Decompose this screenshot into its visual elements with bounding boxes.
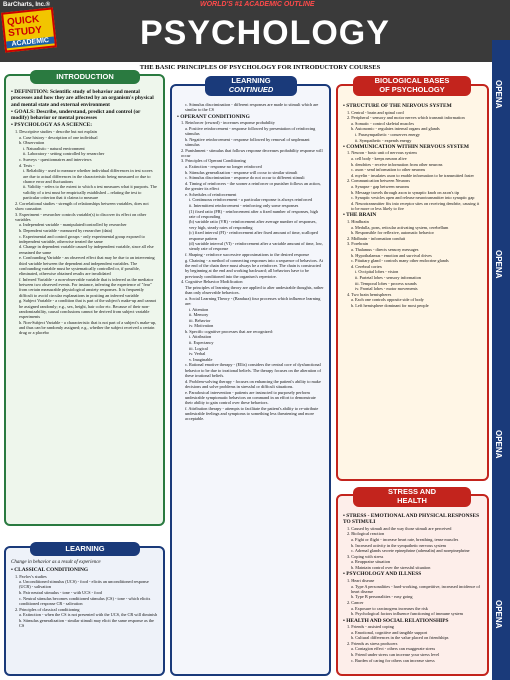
outline-line: a. Synapse - gap between neurons — [351, 184, 410, 190]
outline-line: c. Neutral stimulus becomes conditioned stimulus (CS) - tone - which elicits conditioned response CR - salivation — [19, 595, 151, 606]
quick-study-logo — [1, 7, 57, 52]
outline-line: 2. Peripheral - sensory and motor nerves which transmit information — [347, 115, 465, 121]
outline-line: 1. Pavlov's studies — [15, 573, 47, 579]
outline-line: a. cell body - keeps neuron alive — [351, 156, 407, 162]
outline-line: a. Contagion effect - others can exaggerate stress — [351, 646, 436, 652]
outline-line: a. Case history - description of one individual — [19, 134, 98, 140]
outline-line: 1. Reinforcer (reward) - increases response probability — [181, 120, 275, 126]
outline-line: d. myelin - insulates axon to enable information to be transmitted faster — [351, 172, 474, 178]
outline-line: 2. Communication between Neurons — [347, 178, 411, 184]
outline-line: i. Reliability - used to measure whether individual differences in test scores are due to actual differences in the characteristic being measured or due to chance error and fluctuations — [23, 168, 153, 184]
outline-line: c. Synaptic vesicles open and release neurotransmitter into synaptic gap — [351, 195, 475, 201]
outline-line: a. Somatic - control skeletal muscles — [351, 120, 415, 126]
outline-line: The principles of learning theory are applied to alter undesirable thoughts, rather than only observable behaviors. — [185, 284, 324, 296]
outline-line: d. Change in dependent variable caused by independent variable, since all else remained the same — [19, 244, 154, 255]
outline-line: ii. Laboratory - setting controlled by researcher — [23, 151, 105, 157]
outline-line: 2. Punishment - stimulus that follows response decreases probability response will occur — [181, 147, 323, 158]
outline-line: 1. Caused by stimuli and the way those stimuli are perceived — [347, 525, 452, 531]
outline-line: a. Fight or flight - increase heart rate, breathing, tense muscles — [351, 537, 459, 543]
outline-line: • THE BRAIN — [343, 212, 377, 219]
outline-line: a. Medulla, pons, reticular activating system, cerebellum — [351, 224, 449, 230]
outline-line: 1. Friends - assisted coping — [347, 624, 394, 630]
outline-line: • STRUCTURE OF THE NERVOUS SYSTEM — [343, 103, 452, 109]
publisher-name: BarCharts, Inc.® — [3, 2, 51, 8]
outline-line: (1) fixed ratio (FR) - reinforcement after a fixed number of responses, high rate of responding — [189, 208, 318, 219]
outline-line: g. Chaining - a method of connecting responses into a sequence of behaviors. At the end of the chain there must always be a reinforcer. The chain is constructed by beginning at the end and working backward; all behaviors have to be previously conditioned into the organism's repertoire. — [185, 257, 324, 279]
learning-continued-heading — [205, 76, 297, 96]
rail-label: OPENA — [494, 430, 503, 459]
heading-line: STRESS AND — [387, 487, 437, 496]
outline-line: b. Type B personalities - easy going — [351, 594, 413, 600]
outline-line: 2. Principles of classical conditioning — [15, 606, 80, 612]
rail-label: OPENA — [494, 80, 503, 109]
outline-line: b. Cultural differences in the value placed on friendships — [351, 635, 449, 641]
outline-line: a. Unconditioned stimulus (UCS) - food - elicits an unconditioned response (UCR) - salivation — [19, 579, 149, 590]
outline-line: b. Pair neutral stimulus - tone - with UCS - food — [19, 590, 102, 596]
outline-line: a. Social Learning Theory - (Bandura) four processes which influence learning are: — [185, 295, 321, 306]
outline-line: 3. Experiment - researcher controls variable(s) to discover its effect on other variables — [15, 211, 147, 222]
outline-line: 3. Forebrain — [347, 241, 369, 247]
outline-line: iv. Motivation — [189, 323, 214, 329]
outline-line: b. Friend under stress can increase your stress level — [351, 652, 440, 658]
outline-line: i. Parasympathetic - conserves energy — [355, 131, 420, 137]
header-banner — [0, 0, 510, 62]
outline-line: c. Stimulus discrimination - response do not occur to different stimuli — [185, 175, 305, 181]
outline-line: a. Exposure to carcinogens increases the risk — [351, 605, 428, 611]
outline-line: • PSYCHOLOGY AND ILLNESS — [343, 571, 422, 578]
outline-line: b. Responsible for reflexive, automatic behavior — [351, 230, 434, 236]
outline-line: b. Increased activity in the sympathetic nervous system — [351, 542, 446, 548]
outline-line: c. Burden of caring for others can increase stress — [351, 657, 435, 663]
outline-line: a. Extinction - when the CS is not presented with the UCS, the CR will diminish — [19, 612, 158, 618]
outline-line: • HEALTH AND SOCIAL RELATIONSHIPS — [343, 617, 449, 624]
outline-line: • COMMUNICATION WITHIN NERVOUS SYSTEM — [343, 143, 469, 150]
outline-line: d. Cerebral cortex — [351, 263, 382, 269]
outline-line: b. Autonomic - regulates internal organs and glands — [351, 126, 440, 132]
outline-line: a. Reappraise situation — [351, 559, 391, 565]
outline-line: c. Rational emotive therapy - (Ellis) considers the central core of dysfunctional behavior to be due to irrational beliefs. The therapy focuses on the alteration of these irrational beliefs. — [185, 362, 321, 379]
outline-line: 4. Cognitive Behavior Modification — [181, 279, 243, 285]
outline-line: b. Maintain control over the stressful situation — [351, 565, 431, 571]
outline-line: c. Adrenal glands secrete epinephrine (adrenalin) and norepinephrine — [351, 548, 470, 554]
outline-line: g. Subject Variable - a condition that is part of the subject's make-up and cannot be assigned randomly; e.g., sex, height, hair color etc. Because of their non-randomizability, causal conclusions cannot be derived from subject variable experiments — [19, 298, 157, 320]
outline-line: 1. Hindbrain — [347, 218, 369, 224]
outline-line: i. Attention — [189, 306, 209, 312]
outline-line: • GOALS: Describe, understand, predict and control (or modify) behavior or mental processes — [11, 108, 141, 122]
outline-line: b. dendrites - receive information from other neurons — [351, 161, 443, 167]
outline-line: d. Timing of reinforcers - the sooner a reinforcer or punisher follows an action, the greater its effect — [185, 180, 321, 192]
outline-line: ii. Expectancy — [189, 340, 214, 346]
outline-line: a. Independent variable - manipulated/controlled by researcher — [19, 222, 127, 228]
biological-bases-heading — [353, 76, 471, 96]
outline-line: • DEFINITION: Scientific study of behavior and mental processes and how they are affected by an organism's physical and mental state and external environment — [11, 89, 154, 108]
biological-bases-panel — [336, 84, 489, 481]
outline-line: 2. Biological reaction — [347, 531, 385, 537]
outline-line: 4. Two brain hemispheres — [347, 291, 392, 297]
outline-line: b. Left hemisphere dominant for most people — [351, 302, 429, 308]
outline-line: (c) fixed interval (FI) - reinforcement after fixed amount of time, scalloped response pattern — [189, 230, 318, 241]
outline-line: c. Pituitary gland - controls many other endocrine glands — [351, 258, 449, 264]
outline-line: (d) variable interval (VI) - reinforcement after a variable amount of time, low, steady rate of response — [189, 241, 323, 252]
outline-line: e. Schedules of reinforcement — [185, 191, 237, 197]
outline-line: 1. Descriptive studies - describe but not explain — [15, 129, 97, 135]
outline-line: i. Continuous reinforcement - a particular response is always reinforced — [189, 197, 313, 203]
outline-line: b. Message travels through axon to synaptic knob on axon's tip — [351, 189, 460, 195]
outline-line: b. Specific cognitive processes that are recognized: — [185, 328, 273, 334]
outline-line: iv. Verbal — [189, 351, 206, 357]
outline-line: 2. Midbrain - information conduit — [347, 235, 406, 241]
outline-line: c. Stimulus discrimination - different responses are made to stimuli which are similar to the CS — [185, 102, 319, 113]
outline-line: b. Stimulus generalization - response will occur to similar stimuli — [185, 169, 298, 175]
outline-line: a. Positive reinforcement - response followed by presentation of reinforcing stimulus — [185, 125, 316, 137]
outline-line: • STRESS - EMOTIONAL AND PHYSICAL RESPONSES TO STIMULI — [343, 513, 480, 526]
outline-line: Change in behavior as a result of experience — [11, 560, 101, 565]
outline-line: i. Attribution — [189, 334, 212, 340]
outline-line: v. Imaginable — [189, 356, 213, 362]
outline-line: ii. Memory — [189, 312, 209, 318]
outline-line: f. Inferred Variable - a non-observable variable that is inferred as the mediator between two observed events. For instance, inferring the experience of "fear" from certain measurable physiological anxiety responses. It is frequently difficult to avoid circular explanations in positing an inferred variable — [19, 276, 154, 298]
outline-line: d. Problem-solving therapy - focuses on enhancing the patient's ability to make decisions and solve problems in stressful or difficult situations. — [185, 378, 321, 389]
outline-line: iii. Temporal lobes - process sounds — [355, 280, 417, 286]
outline-line: a. Emotional, cognitive and tangible support — [351, 629, 428, 635]
outline-line: a. Type A personalities - hard-working, competitive, increased incidence of heart disease — [351, 583, 480, 594]
heading-line: CONTINUED — [228, 84, 274, 94]
outline-line: c. axon - send information to other neurons — [351, 167, 426, 173]
rail-label: OPENA — [494, 600, 503, 629]
outline-line: 1. Central - brain and spinal cord — [347, 109, 404, 115]
outline-line: ii. Validity - refers to the extent to which a test measures what it purports. The validity of a test must be empirically established – relating the test to particular criterion that it claims to measure — [23, 184, 157, 201]
outline-line: • CLASSICAL CONDITIONING — [11, 567, 89, 573]
outline-line: 3. Principles of Operant Conditioning — [181, 158, 246, 164]
stress-health-panel — [336, 494, 489, 676]
learning-panel — [4, 546, 165, 676]
outline-line: iii. Logical — [189, 345, 208, 351]
outline-line: a. Each one controls opposite side of body — [351, 297, 424, 303]
page-title: PSYCHOLOGY — [140, 14, 390, 52]
outline-line: f. Shaping - reinforce successive approximations to the desired response — [185, 252, 310, 258]
logo-line-1: QUICK — [6, 13, 40, 29]
outline-line: iii. Behavior — [189, 317, 211, 323]
outline-line: d. Neurotransmitter fits into receptor sites on receiving dendrite, causing it to be more or less likely to fire — [351, 200, 480, 212]
rail-label: OPENA — [494, 250, 503, 279]
introduction-panel — [4, 74, 165, 526]
outline-line: • OPERANT CONDITIONING — [177, 113, 250, 120]
outline-line: 1. Heart disease — [347, 577, 375, 583]
outline-line: (b) variable ratio (VR) - reinforcement after average number of responses, very high, steady rates of responding — [189, 219, 317, 230]
outline-line: b. Stimulus generalization - similar stimuli may elicit the same response as the CS — [19, 617, 154, 629]
outline-line: b. Hypothalamus - emotion and survival drives — [351, 252, 432, 258]
logo-line-2: STUDY — [7, 24, 43, 40]
outline-line: f. Attribution therapy - attempts to facilitate the patient's ability to re-attribute undesirable feelings and symptoms to something less threatening and more acceptable. — [185, 405, 319, 422]
subtitle: THE BASIC PRINCIPLES OF PSYCHOLOGY FOR INTRODUCTORY COURSES — [139, 64, 381, 71]
outline-line: 2. Cancer — [347, 600, 364, 606]
outline-line: b. Negative reinforcement - response followed by removal of unpleasant stimulus — [185, 136, 310, 147]
heading-line: HEALTH — [397, 495, 427, 505]
outline-line: a. Extinction - response no longer reinforced — [185, 164, 262, 170]
outline-line: ii. Intermittent reinforcement - reinforcing only some responses — [189, 202, 299, 208]
introduction-heading: INTRODUCTION — [30, 70, 140, 84]
outline-line: i. Naturalistic - natural environment — [23, 145, 85, 151]
outline-line: b. Dependent variable - measured by researcher (data) — [19, 227, 113, 233]
outline-line: iv. Frontal lobes - motor movements — [355, 286, 418, 292]
outline-line: 2. Friends as stress producers — [347, 640, 398, 646]
heading-line: BIOLOGICAL BASES — [374, 76, 450, 85]
outline-line: 3. Coping with stress — [347, 553, 384, 559]
heading-line: LEARNING — [231, 76, 271, 85]
learning-heading: LEARNING — [30, 542, 140, 556]
outline-line: 2. Correlational studies - strength of relationships between variables, does not show causation — [15, 200, 149, 211]
side-rail — [492, 40, 510, 680]
stress-health-heading — [353, 487, 471, 507]
outline-line: • PSYCHOLOGY AS A SCIENCE: — [11, 122, 93, 129]
outline-line: b. Observation — [19, 140, 45, 146]
outline-line: d. Tests - — [19, 162, 35, 168]
outline-line: c. Experimental and control groups - only experimental group exposed to independent variable, otherwise treated the same — [19, 233, 145, 244]
heading-line: OF PSYCHOLOGY — [379, 84, 445, 94]
outline-line: 1. Neuron - basic unit of nervous system — [347, 150, 417, 156]
outline-line: c. Surveys - questionnaires and interviews — [19, 157, 92, 163]
outline-line: ii. Parietal lobes - sensory information — [355, 274, 421, 280]
tagline: WORLD'S #1 ACADEMIC OUTLINE — [200, 1, 315, 8]
outline-line: e. Paradoxical intervention - patients are instructed to purposely perform undesirable symptomatic behaviors on command in an effort to demonstrate their ability to gain control over these behaviors. — [185, 389, 316, 406]
logo-line-3: ACADEMIC — [6, 36, 54, 48]
outline-line: i. Occipital lobes - vision — [355, 269, 399, 275]
outline-line: a. Thalamus - directs sensory messages — [351, 246, 419, 252]
outline-line: b. Psychological factors influence functioning of immune system — [351, 611, 463, 617]
learning-continued-panel — [170, 84, 331, 676]
outline-line: h. Non-Subject Variable - a characteristic that is not part of a subject's make-up, and thus can be randomly assigned; e.g., whether the subject received a certain drug or a placebo — [19, 319, 157, 336]
outline-line: ii. Sympathetic - expends energy — [355, 137, 412, 143]
outline-line: e. Confounding Variable - an observed effect that may be due to an intervening third variable between the dependent and independent variables. The confounding variable must be systematically controlled or, if possible, eliminated, otherwise obtained results are invalidated — [19, 255, 155, 277]
